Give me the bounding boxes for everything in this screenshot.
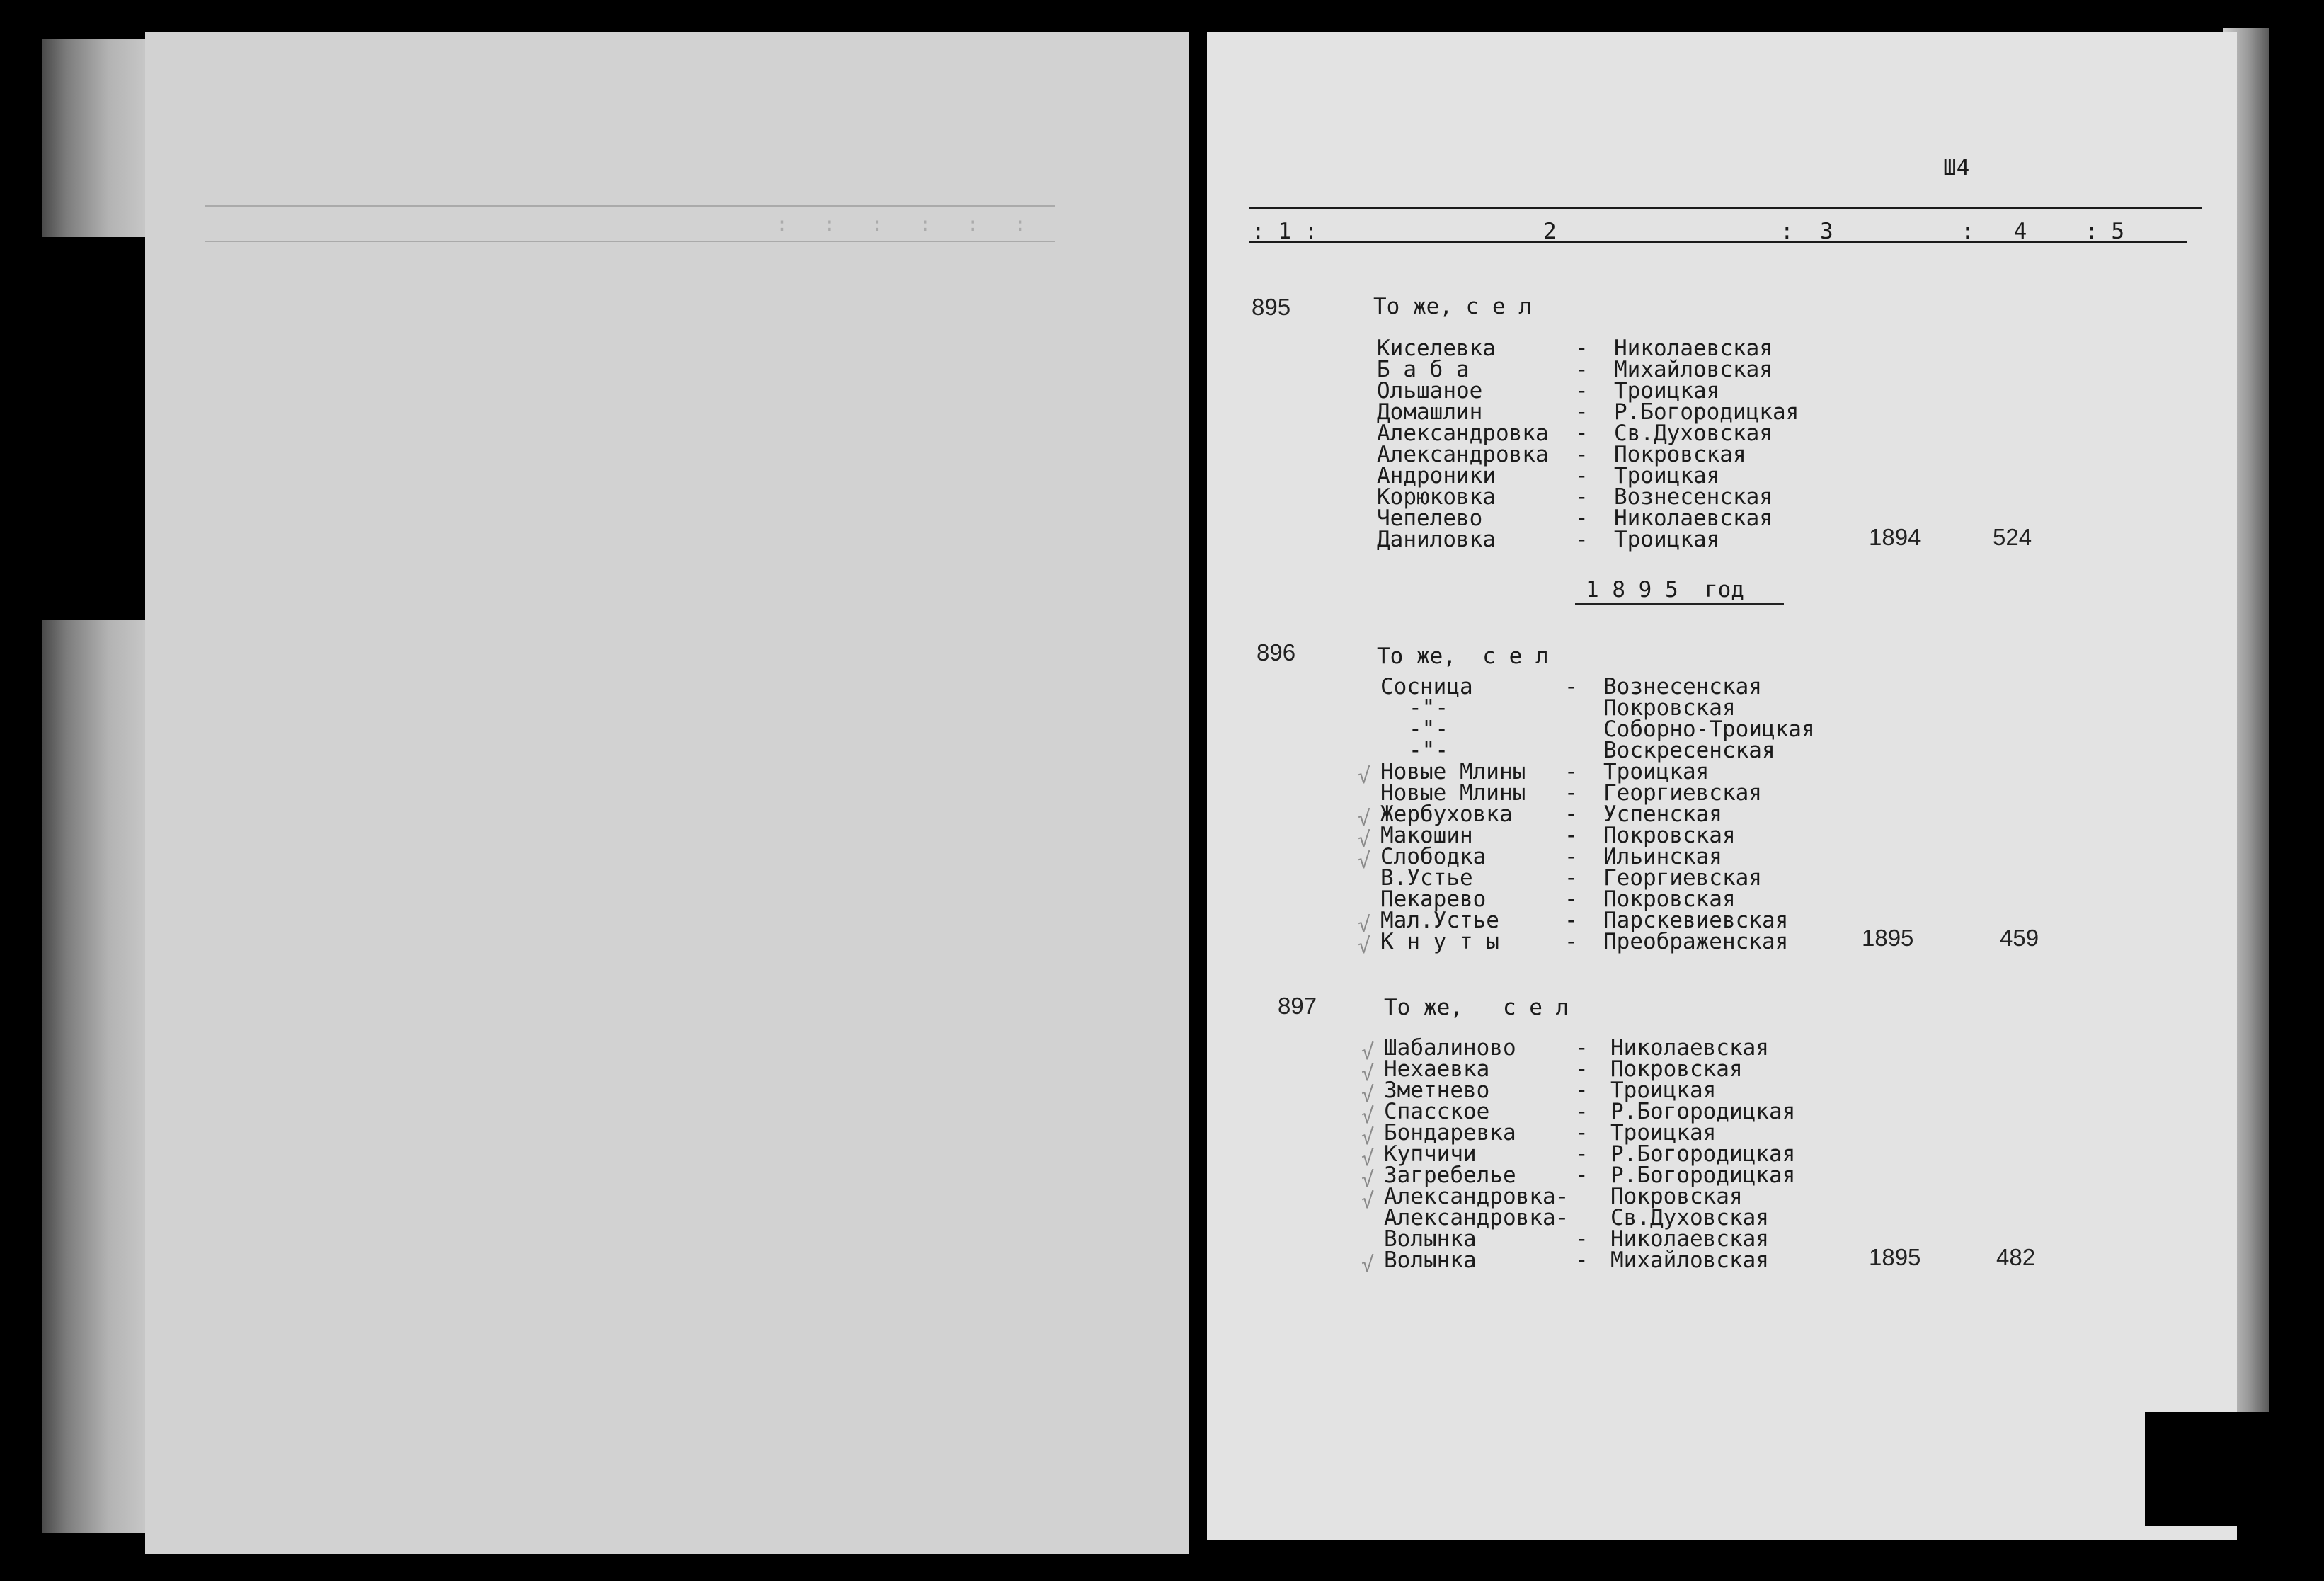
entry-year: 1895 xyxy=(1869,1244,1921,1270)
church-name: Покровская xyxy=(1603,695,1736,721)
village-name: Спасское xyxy=(1384,1099,1490,1124)
check-mark-icon: √ xyxy=(1358,913,1371,937)
village-name: -"- xyxy=(1409,695,1448,721)
village-name: Загребелье xyxy=(1384,1163,1516,1188)
church-name: Преображенская xyxy=(1603,929,1789,954)
year-heading-underline xyxy=(1575,603,1784,605)
column-5-header: : 5 xyxy=(2085,219,2124,244)
church-name: Покровская xyxy=(1614,442,1746,467)
village-name: Новые Млины xyxy=(1380,759,1526,784)
check-mark-icon: √ xyxy=(1361,1104,1375,1129)
dash-separator: - xyxy=(1575,463,1589,489)
church-name: Николаевская xyxy=(1614,336,1773,361)
dash-separator: - xyxy=(1564,908,1578,933)
village-name: -"- xyxy=(1409,717,1448,742)
dash-separator: - xyxy=(1575,1035,1589,1061)
church-name: Троицкая xyxy=(1614,527,1720,552)
village-name: Слободка xyxy=(1380,844,1487,869)
entry-year: 1895 xyxy=(1862,925,1914,951)
village-name: В.Устье xyxy=(1380,865,1473,891)
column-3-header: : 3 xyxy=(1780,219,1833,244)
church-name: Св.Духовская xyxy=(1614,421,1773,446)
village-name: Пекарево xyxy=(1380,886,1487,912)
dash-separator: - xyxy=(1575,399,1589,425)
dash-separator: - xyxy=(1575,378,1589,404)
check-mark-icon: √ xyxy=(1358,934,1371,959)
church-name: Троицкая xyxy=(1610,1078,1717,1103)
dash-separator: - xyxy=(1575,506,1589,531)
village-name: Александровка xyxy=(1377,421,1549,446)
entry-number: 895 xyxy=(1252,294,1291,320)
church-name: Соборно-Троицкая xyxy=(1603,717,1815,742)
church-name: Михайловская xyxy=(1614,357,1773,382)
header-rule-bottom xyxy=(1249,241,2187,243)
village-name: Александровка xyxy=(1377,442,1549,467)
dash-separator: - xyxy=(1564,780,1578,806)
church-name: Воскресенская xyxy=(1603,738,1775,763)
village-name: Александровка- xyxy=(1384,1205,1569,1231)
dash-separator: - xyxy=(1564,929,1578,954)
village-name: Киселевка xyxy=(1377,336,1496,361)
dash-separator: - xyxy=(1575,336,1589,361)
church-name: Троицкая xyxy=(1614,463,1720,489)
village-name: Корюковка xyxy=(1377,484,1496,510)
check-mark-icon: √ xyxy=(1361,1252,1375,1277)
church-name: Покровская xyxy=(1603,823,1736,848)
village-name: Даниловка xyxy=(1377,527,1496,552)
ghost-header: : : : : : : xyxy=(775,212,1026,236)
entry-title: То же, с е л xyxy=(1377,644,1549,669)
church-name: Св.Духовская xyxy=(1610,1205,1769,1231)
village-name: Чепелево xyxy=(1377,506,1483,531)
dash-separator: - xyxy=(1575,357,1589,382)
dash-separator: - xyxy=(1575,484,1589,510)
church-name: Николаевская xyxy=(1614,506,1773,531)
check-mark-icon: √ xyxy=(1361,1083,1375,1107)
dash-separator: - xyxy=(1575,1078,1589,1103)
entry-count: 524 xyxy=(1993,524,2032,550)
dash-separator: - xyxy=(1564,865,1578,891)
check-mark-icon: √ xyxy=(1361,1168,1375,1192)
village-name: Волынка xyxy=(1384,1248,1477,1273)
church-name: Покровская xyxy=(1610,1056,1743,1082)
left-page-bleedthrough xyxy=(145,32,1189,1554)
entry-count: 482 xyxy=(1996,1244,2036,1270)
village-name: Шабалиново xyxy=(1384,1035,1516,1061)
village-name: Александровка- xyxy=(1384,1184,1569,1209)
entry-title: То же, с е л xyxy=(1373,294,1532,319)
dash-separator: - xyxy=(1564,844,1578,869)
church-name: Вознесенская xyxy=(1614,484,1773,510)
village-name: Ольшаное xyxy=(1377,378,1483,404)
church-name: Р.Богородицкая xyxy=(1614,399,1799,425)
church-name: Георгиевская xyxy=(1603,865,1762,891)
dash-separator: - xyxy=(1575,1099,1589,1124)
check-mark-icon: √ xyxy=(1358,828,1371,852)
village-name: К н у т ы xyxy=(1380,929,1499,954)
village-name: -"- xyxy=(1409,738,1448,763)
entry-title: То же, с е л xyxy=(1384,995,1569,1020)
church-name: Р.Богородицкая xyxy=(1610,1163,1796,1188)
church-name: Покровская xyxy=(1610,1184,1743,1209)
village-name: Макошин xyxy=(1380,823,1473,848)
village-name: Домашлин xyxy=(1377,399,1483,425)
church-name: Парскевиевская xyxy=(1603,908,1789,933)
left-page xyxy=(145,32,1189,1554)
village-name: Б а б а xyxy=(1377,357,1470,382)
page-number: Ш4 xyxy=(1943,155,1970,181)
church-name: Николаевская xyxy=(1610,1035,1769,1061)
village-name: Сосница xyxy=(1380,674,1473,700)
dash-separator: - xyxy=(1575,1056,1589,1082)
check-mark-icon: √ xyxy=(1358,806,1371,831)
village-name: Волынка xyxy=(1384,1226,1477,1252)
dash-separator: - xyxy=(1564,759,1578,784)
church-name: Николаевская xyxy=(1610,1226,1769,1252)
dash-separator: - xyxy=(1564,886,1578,912)
column-4-header: : 4 xyxy=(1961,219,2027,244)
dash-separator: - xyxy=(1575,1226,1589,1252)
village-name: Жербуховка xyxy=(1380,801,1513,827)
dash-separator: - xyxy=(1575,527,1589,552)
village-name: Зметнево xyxy=(1384,1078,1490,1103)
church-name: Р.Богородицкая xyxy=(1610,1099,1796,1124)
dash-separator: - xyxy=(1575,1141,1589,1167)
check-mark-icon: √ xyxy=(1361,1125,1375,1150)
entry-year: 1894 xyxy=(1869,524,1921,550)
church-name: Вознесенская xyxy=(1603,674,1762,700)
church-name: Р.Богородицкая xyxy=(1610,1141,1796,1167)
village-name: Купчичи xyxy=(1384,1141,1477,1167)
church-name: Троицкая xyxy=(1610,1120,1717,1146)
church-name: Успенская xyxy=(1603,801,1722,827)
church-name: Покровская xyxy=(1603,886,1736,912)
check-mark-icon: √ xyxy=(1358,764,1371,789)
village-name: Мал.Устье xyxy=(1380,908,1499,933)
entry-number: 896 xyxy=(1257,639,1296,666)
dash-separator: - xyxy=(1575,421,1589,446)
check-mark-icon: √ xyxy=(1361,1189,1375,1214)
village-name: Андроники xyxy=(1377,463,1496,489)
dash-separator: - xyxy=(1575,1120,1589,1146)
binder-clip-right xyxy=(2145,1412,2286,1526)
dash-separator: - xyxy=(1575,442,1589,467)
dash-separator: - xyxy=(1564,674,1578,700)
dash-separator: - xyxy=(1575,1163,1589,1188)
village-name: Нехаевка xyxy=(1384,1056,1490,1082)
entry-count: 459 xyxy=(2000,925,2039,951)
village-name: Новые Млины xyxy=(1380,780,1526,806)
header-rule-top xyxy=(1249,207,2202,209)
church-name: Михайловская xyxy=(1610,1248,1769,1273)
check-mark-icon: √ xyxy=(1361,1061,1375,1086)
entry-number: 897 xyxy=(1278,993,1317,1019)
church-name: Ильинская xyxy=(1603,844,1722,869)
year-heading: 1 8 9 5 год xyxy=(1586,577,1744,603)
village-name: Бондаревка xyxy=(1384,1120,1516,1146)
check-mark-icon: √ xyxy=(1361,1146,1375,1171)
church-name: Троицкая xyxy=(1614,378,1720,404)
church-name: Троицкая xyxy=(1603,759,1710,784)
dash-separator: - xyxy=(1564,801,1578,827)
church-name: Георгиевская xyxy=(1603,780,1762,806)
dash-separator: - xyxy=(1575,1248,1589,1273)
column-2-header: 2 xyxy=(1543,219,1557,244)
check-mark-icon: √ xyxy=(1358,849,1371,874)
column-1-header: : 1 : xyxy=(1252,219,1318,244)
dash-separator: - xyxy=(1564,823,1578,848)
check-mark-icon: √ xyxy=(1361,1040,1375,1065)
